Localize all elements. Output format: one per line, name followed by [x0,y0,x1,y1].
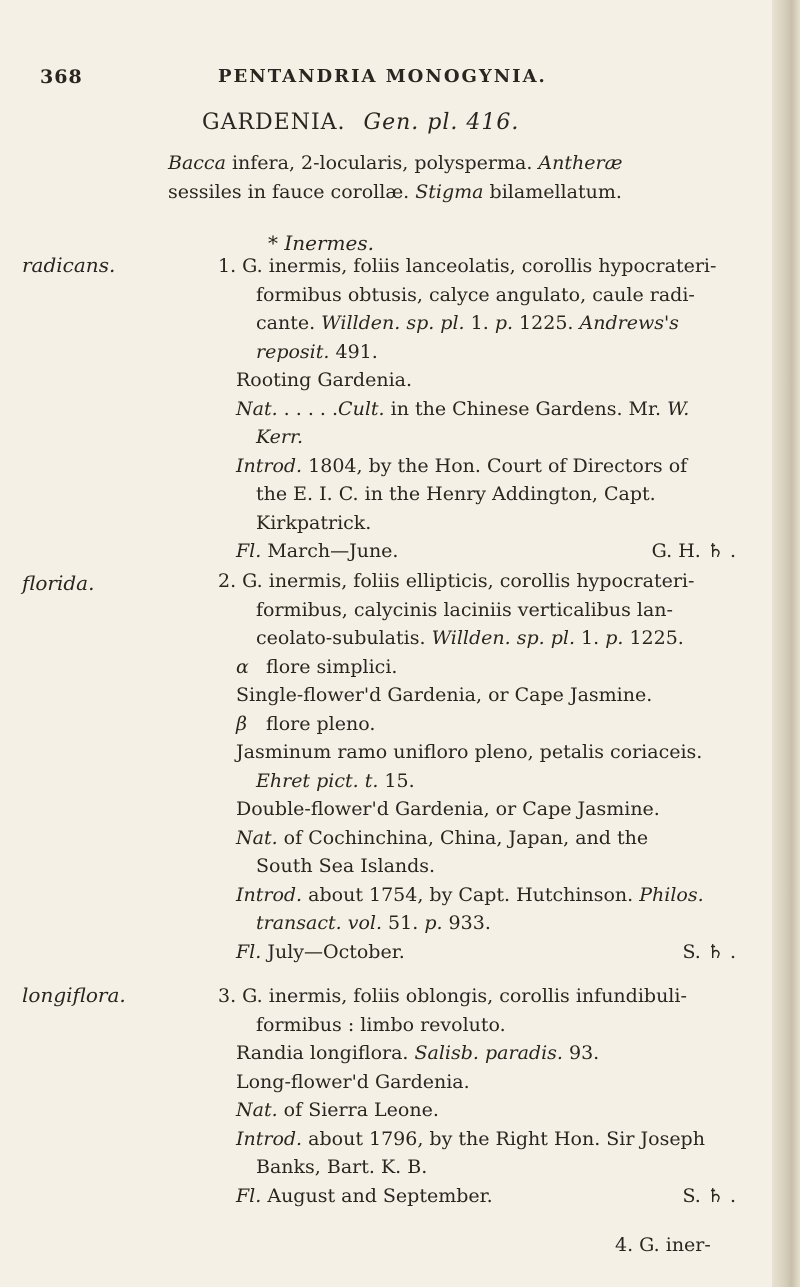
section-heading: * Inermes. [268,231,374,255]
stigma-label: Stigma [415,181,484,203]
species-entry-florida [218,567,778,966]
entry-line: β flore pleno. [236,712,376,735]
entry-line: Introd. about 1796, by the Right Hon. Sir Joseph [236,1127,705,1150]
entry-line: the E. I. C. in the Henry Addington, Capt. [256,483,656,505]
entry-line: Kerr. [256,426,304,448]
entry-line: Nat. of Cochinchina, China, Japan, and the [236,826,649,849]
entry-line: Rooting Gardenia. [236,369,413,391]
character-line [168,149,748,178]
margin-name-florida: florida. [22,571,95,595]
entry-line: Double-flower'd Gardenia, or Cape Jasmine. [236,798,660,820]
entry-line: Introd. 1804, by the Hon. Court of Directors of [236,454,688,477]
page-number: 368 [40,66,83,88]
entry-line: Fl. March—June. G. H. ♄ . [218,537,778,566]
entry-line: transact. vol. 51. p. 933. [256,912,491,934]
habitat-mark: G. H. ♄ . [651,540,736,562]
entry-line: Nat. . . . . .Cult. in the Chinese Gardens. Mr. W. [236,397,690,420]
character-text: bilamellatum. [483,181,622,203]
entry-line: Jasminum ramo unifloro pleno, petalis coriaceis. [236,741,703,763]
catchword: 4. G. iner- [615,1234,711,1256]
entry-line: Long-flower'd Gardenia. [236,1070,470,1093]
entry-line: cante. Willden. sp. pl. 1. p. 1225. Andrews's [256,312,679,334]
entry-line: Fl. August and September. S. ♄ . [218,1182,778,1211]
entry-line: Kirkpatrick. [256,511,372,534]
genus-name: GARDENIA. [202,110,346,135]
margin-name-radicans: radicans. [22,253,116,277]
entry-line: Ehret pict. t. 15. [256,769,415,792]
entry-line: 2. G. inermis, foliis ellipticis, corollis hypocrateri- [218,570,695,592]
entry-line: 1. G. inermis, foliis lanceolatis, corollis hypocrateri- [218,255,717,277]
entry-line: ceolato-subulatis. Willden. sp. pl. 1. p. 1225. [256,627,684,649]
character-line [168,178,748,207]
entry-line: Randia longiflora. Salisb. paradis. 93. [236,1042,600,1064]
entry-line: Single-flower'd Gardenia, or Cape Jasmine. [236,684,653,706]
entry-line: Banks, Bart. K. B. [256,1156,428,1178]
character-text: sessiles in fauce corollæ. [168,181,416,203]
generic-character [168,149,748,207]
bacca-label: Bacca [168,152,226,174]
entry-line: Introd. about 1754, by Capt. Hutchinson. Philos. [236,883,704,906]
running-head: PENTANDRIA MONOGYNIA. [218,66,547,87]
page-header [40,66,780,96]
habitat-mark: S. ♄ . [682,1184,736,1207]
entry-line: Nat. of Sierra Leone. [236,1099,439,1121]
margin-name-longiflora: longiflora. [22,983,126,1007]
habitat-mark: S. ♄ . [682,940,736,963]
antherae-label: Antheræ [538,152,623,174]
genus-title [202,110,519,135]
entry-line: 3. G. inermis, foliis oblongis, corollis infundibuli- [218,985,687,1007]
species-entry-longiflora [218,982,778,1210]
entry-line: reposit. 491. [256,340,378,363]
entry-line: South Sea Islands. [256,855,436,877]
species-entry-radicans [218,252,778,566]
entry-line: formibus : limbo revoluto. [256,1013,506,1036]
genus-reference: Gen. pl. 416. [363,110,520,135]
entry-line: formibus, calycinis laciniis verticalibus lan- [256,598,673,621]
bacca-text: infera, 2-locularis, polysperma. [225,152,539,174]
entry-line: α flore simplici. [236,655,398,678]
entry-line: Fl. July—October. S. ♄ . [218,938,778,967]
entry-line: formibus obtusis, calyce angulato, caule radi- [256,283,695,306]
